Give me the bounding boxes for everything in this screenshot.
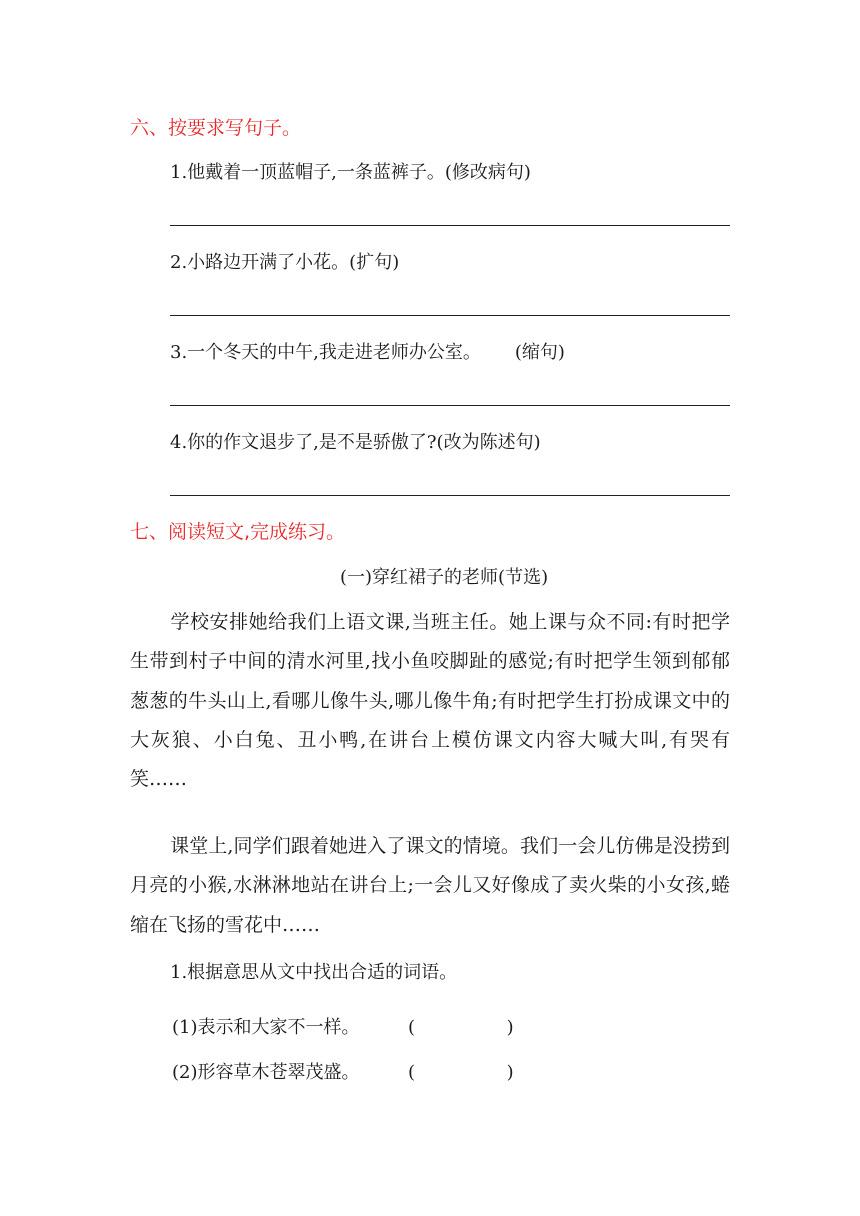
question-3	[170, 340, 565, 366]
answer-line-2[interactable]	[170, 315, 730, 316]
question-2-text: 2.小路边开满了小花。(扩句)	[170, 252, 400, 273]
question-4-text: 4.你的作文退步了,是不是骄傲了?(改为陈述句)	[170, 432, 541, 453]
question-1-text: 1.他戴着一顶蓝帽子,一条蓝裤子。(修改病句)	[170, 162, 531, 183]
answer-blank-1[interactable]: ( )	[408, 1017, 514, 1038]
exercise-prompt: 1.根据意思从文中找出合适的词语。	[170, 962, 458, 983]
exercise-item-1: (1)表示和大家不一样。	[172, 1017, 360, 1038]
question-4	[170, 430, 541, 456]
passage-title: (一)穿红裙子的老师(节选)	[340, 567, 549, 588]
passage-paragraph-2	[130, 827, 730, 945]
passage-paragraph-1	[130, 603, 730, 799]
answer-line-3[interactable]	[170, 405, 730, 406]
paragraph-2-text: 课堂上,同学们跟着她进入了课文的情境。我们一会儿仿佛是没捞到月亮的小猴,水淋淋地站在讲台上;一会儿又好像成了卖火柴的小女孩,蜷缩在飞扬的雪花中……	[130, 835, 730, 936]
question-3-note: (缩句)	[514, 342, 565, 363]
answer-line-1[interactable]	[170, 225, 730, 226]
paragraph-1-text: 学校安排她给我们上语文课,当班主任。她上课与众不同:有时把学生带到村子中间的清水河里,找小鱼咬脚趾的感觉;有时把学生领到郁郁葱葱的牛头山上,看哪儿像牛头,哪儿像牛角;有时把学生打扮成课文中的大灰狼、小白兔、丑小鸭,在讲台上模仿课文内容大喊大叫,有哭有笑……	[130, 611, 730, 791]
answer-blank-2[interactable]: ( )	[408, 1062, 514, 1083]
section-6-heading: 六、按要求写句子。	[130, 117, 302, 139]
answer-line-4[interactable]	[170, 495, 730, 496]
section-7-heading: 七、阅读短文,完成练习。	[130, 521, 346, 543]
exercise-item-2: (2)形容草木苍翠茂盛。	[172, 1062, 360, 1083]
question-3-text: 3.一个冬天的中午,我走进老师办公室。	[170, 342, 481, 363]
question-2	[170, 250, 399, 276]
question-1	[170, 160, 531, 186]
